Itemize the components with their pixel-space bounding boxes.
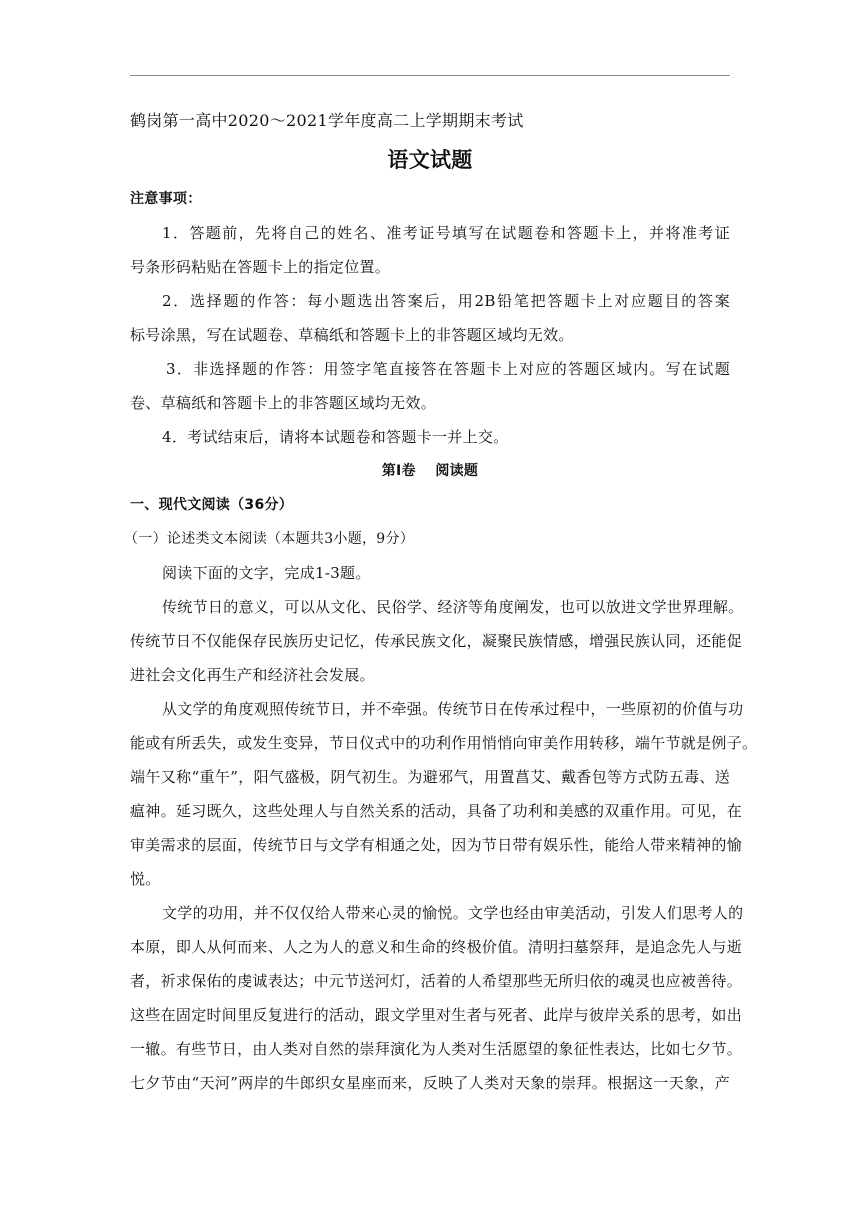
section-heading: 一、现代文阅读（36分） [130,497,294,513]
passage-line: 者，祈求保佑的虔诚表达；中元节送河灯，活着的人希望那些无所归依的魂灵也应被善待。 [130,972,743,990]
notice-item-1 [130,216,730,284]
exam-header: 鹤岗第一高中2020～2021学年度高二上学期期末考试 [130,111,524,130]
passage-line: 从文学的角度观照传统节日，并不牵强。传统节日在传承过程中，一些原初的价值与功 [162,700,744,718]
passage-paragraph-1 [130,590,744,692]
passage-line: 能或有所丢失，或发生变异，节日仪式中的功利作用悄悄向审美作用转移，端午节就是例子。 [130,734,758,752]
notice-item-3 [130,352,730,420]
reading-instruction: 阅读下面的文字，完成1-3题。 [162,564,371,582]
passage-line: 瘟神。延习既久，这些处理人与自然关系的活动，具备了功利和美感的双重作用。可见，在 [130,802,743,820]
passage-line: 七夕节由“天河”两岸的牛郎织女星座而来，反映了人类对天象的崇拜。根据这一天象，产 [130,1074,730,1092]
notice-line: 1．答题前，先将自己的姓名、准考证号填写在试题卷和答题卡上，并将准考证 [162,224,730,242]
passage-paragraph-3 [130,896,744,1100]
notice-line: 卷、草稿纸和答题卡上的非答题区域均无效。 [130,394,437,412]
passage-line: 文学的功用，并不仅仅给人带来心灵的愉悦。文学也经由审美活动，引发人们思考人的 [162,904,744,922]
passage-line: 这些在固定时间里反复进行的活动，跟文学里对生者与死者、此岸与彼岸关系的思考，如出 [130,1006,743,1024]
passage-line: 端午又称“重午”，阳气盛极，阴气初生。为避邪气，用置菖艾、戴香包等方式防五毒、送 [130,768,730,786]
passage-line: 审美需求的层面，传统节日与文学有相通之处，因为节日带有娱乐性，能给人带来精神的愉 [130,836,743,854]
notice-item-2 [130,284,730,352]
passage-line: 一辙。有些节日，由人类对自然的崇拜演化为人类对生活愿望的象征性表达，比如七夕节。 [130,1040,743,1058]
notice-item-4 [130,420,730,454]
passage-line: 传统节日的意义，可以从文化、民俗学、经济等角度阐发，也可以放进文学世界理解。 [162,598,744,616]
subsection-heading: （一）论述类文本阅读（本题共3小题，9分） [124,531,415,547]
passage-line: 进社会文化再生产和经济社会发展。 [130,666,375,684]
notice-line: 3．非选择题的作答：用签字笔直接答在答题卡上对应的答题区域内。写在试题 [166,360,730,378]
notice-line: 号条形码粘贴在答题卡上的指定位置。 [130,258,391,276]
passage-line: 传统节日不仅能保存民族历史记忆，传承民族文化，凝聚民族情感，增强民族认同，还能促 [130,632,743,650]
page-title: 语文试题 [387,148,473,172]
notice-heading: 注意事项： [130,191,202,207]
notice-line: 2．选择题的作答：每小题选出答案后，用2B铅笔把答题卡上对应题目的答案 [162,292,730,310]
notice-line: 标号涂黑，写在试题卷、草稿纸和答题卡上的非答题区域均无效。 [130,326,574,344]
header-rule [130,75,730,76]
passage-line: 本原，即人从何而来、人之为人的意义和生命的终极价值。清明扫墓祭拜，是追念先人与逝 [130,938,743,956]
passage-paragraph-2 [130,692,758,896]
passage-line: 悦。 [130,870,161,888]
notice-line: 4．考试结束后，请将本试题卷和答题卡一并上交。 [162,428,509,446]
document-page [124,104,758,1100]
part-title: 第Ⅰ卷 阅读题 [381,463,479,479]
